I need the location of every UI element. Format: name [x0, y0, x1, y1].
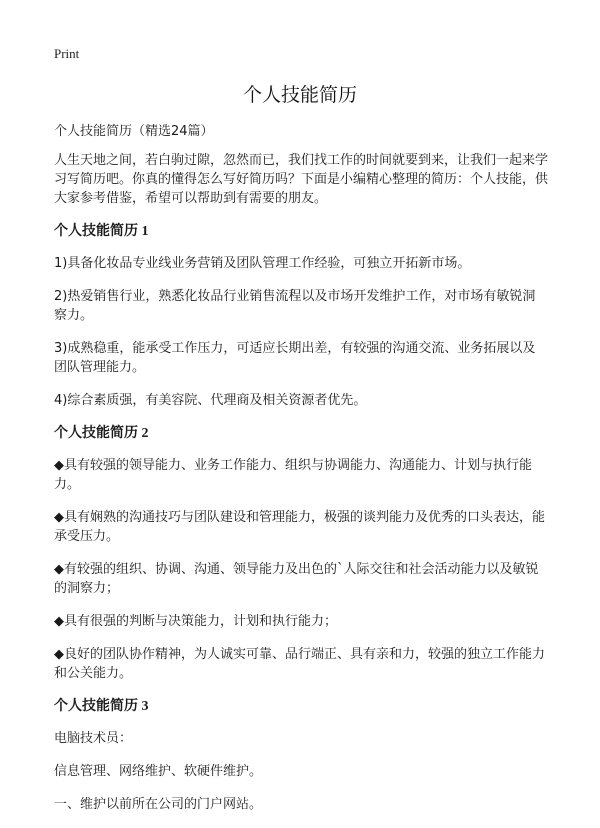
document-subtitle: 个人技能简历（精选24篇） — [54, 124, 214, 139]
page-title: 个人技能简历 — [242, 84, 357, 106]
resume-section-3 — [54, 697, 548, 814]
list-item: 电脑技术员： — [54, 731, 133, 746]
intro-paragraph: 人生天地之间，若白驹过隙，忽然而已，我们找工作的时间就要到来，让我们一起来学习写简历吧。你真的懂得怎么写好简历吗？下面是小编精心整理的简历：个人技能，供大家参考借鉴，希望可以帮助到有需要的朋友。 — [54, 153, 549, 206]
section-heading: 个人技能简历 2 — [54, 426, 149, 441]
section-heading: 个人技能简历 3 — [54, 699, 149, 714]
list-item: 1)具备化妆品专业线业务营销及团队管理工作经验，可独立开拓新市场。 — [54, 256, 471, 271]
resume-section-1 — [54, 222, 548, 410]
list-item: 4)综合素质强，有美容院、代理商及相关资源者优先。 — [54, 393, 367, 408]
list-item: 3)成熟稳重，能承受工作压力，可适应长期出差，有较强的沟通交流、业务拓展以及团队管理能力。 — [54, 341, 536, 375]
list-item: ◆良好的团队协作精神，为人诚实可靠、品行端正、具有亲和力，较强的独立工作能力和公关能力。 — [54, 647, 545, 681]
resume-section-2 — [54, 424, 548, 683]
section-heading: 个人技能简历 1 — [54, 224, 149, 239]
list-item: ◆具有较强的领导能力、业务工作能力、组织与协调能力、沟通能力、计划与执行能力。 — [54, 458, 532, 492]
list-item: ◆具有娴熟的沟通技巧与团队建设和管理能力，极强的谈判能力及优秀的口头表达，能承受压力。 — [54, 510, 545, 544]
list-item: ◆具有很强的判断与决策能力，计划和执行能力； — [54, 614, 337, 629]
document-body — [54, 122, 548, 828]
print-link[interactable]: Print — [54, 46, 80, 61]
list-item: 2)热爱销售行业，熟悉化妆品行业销售流程以及市场开发维护工作，对市场有敏锐洞察力。 — [54, 289, 536, 323]
list-item: 一、维护以前所在公司的门户网站。 — [54, 797, 263, 812]
list-item: 信息管理、网络维护、软硬件维护。 — [54, 764, 263, 779]
list-item: ◆有较强的组织、协调、沟通、领导能力及出色的`人际交往和社会活动能力以及敏锐的洞察力； — [54, 562, 539, 596]
